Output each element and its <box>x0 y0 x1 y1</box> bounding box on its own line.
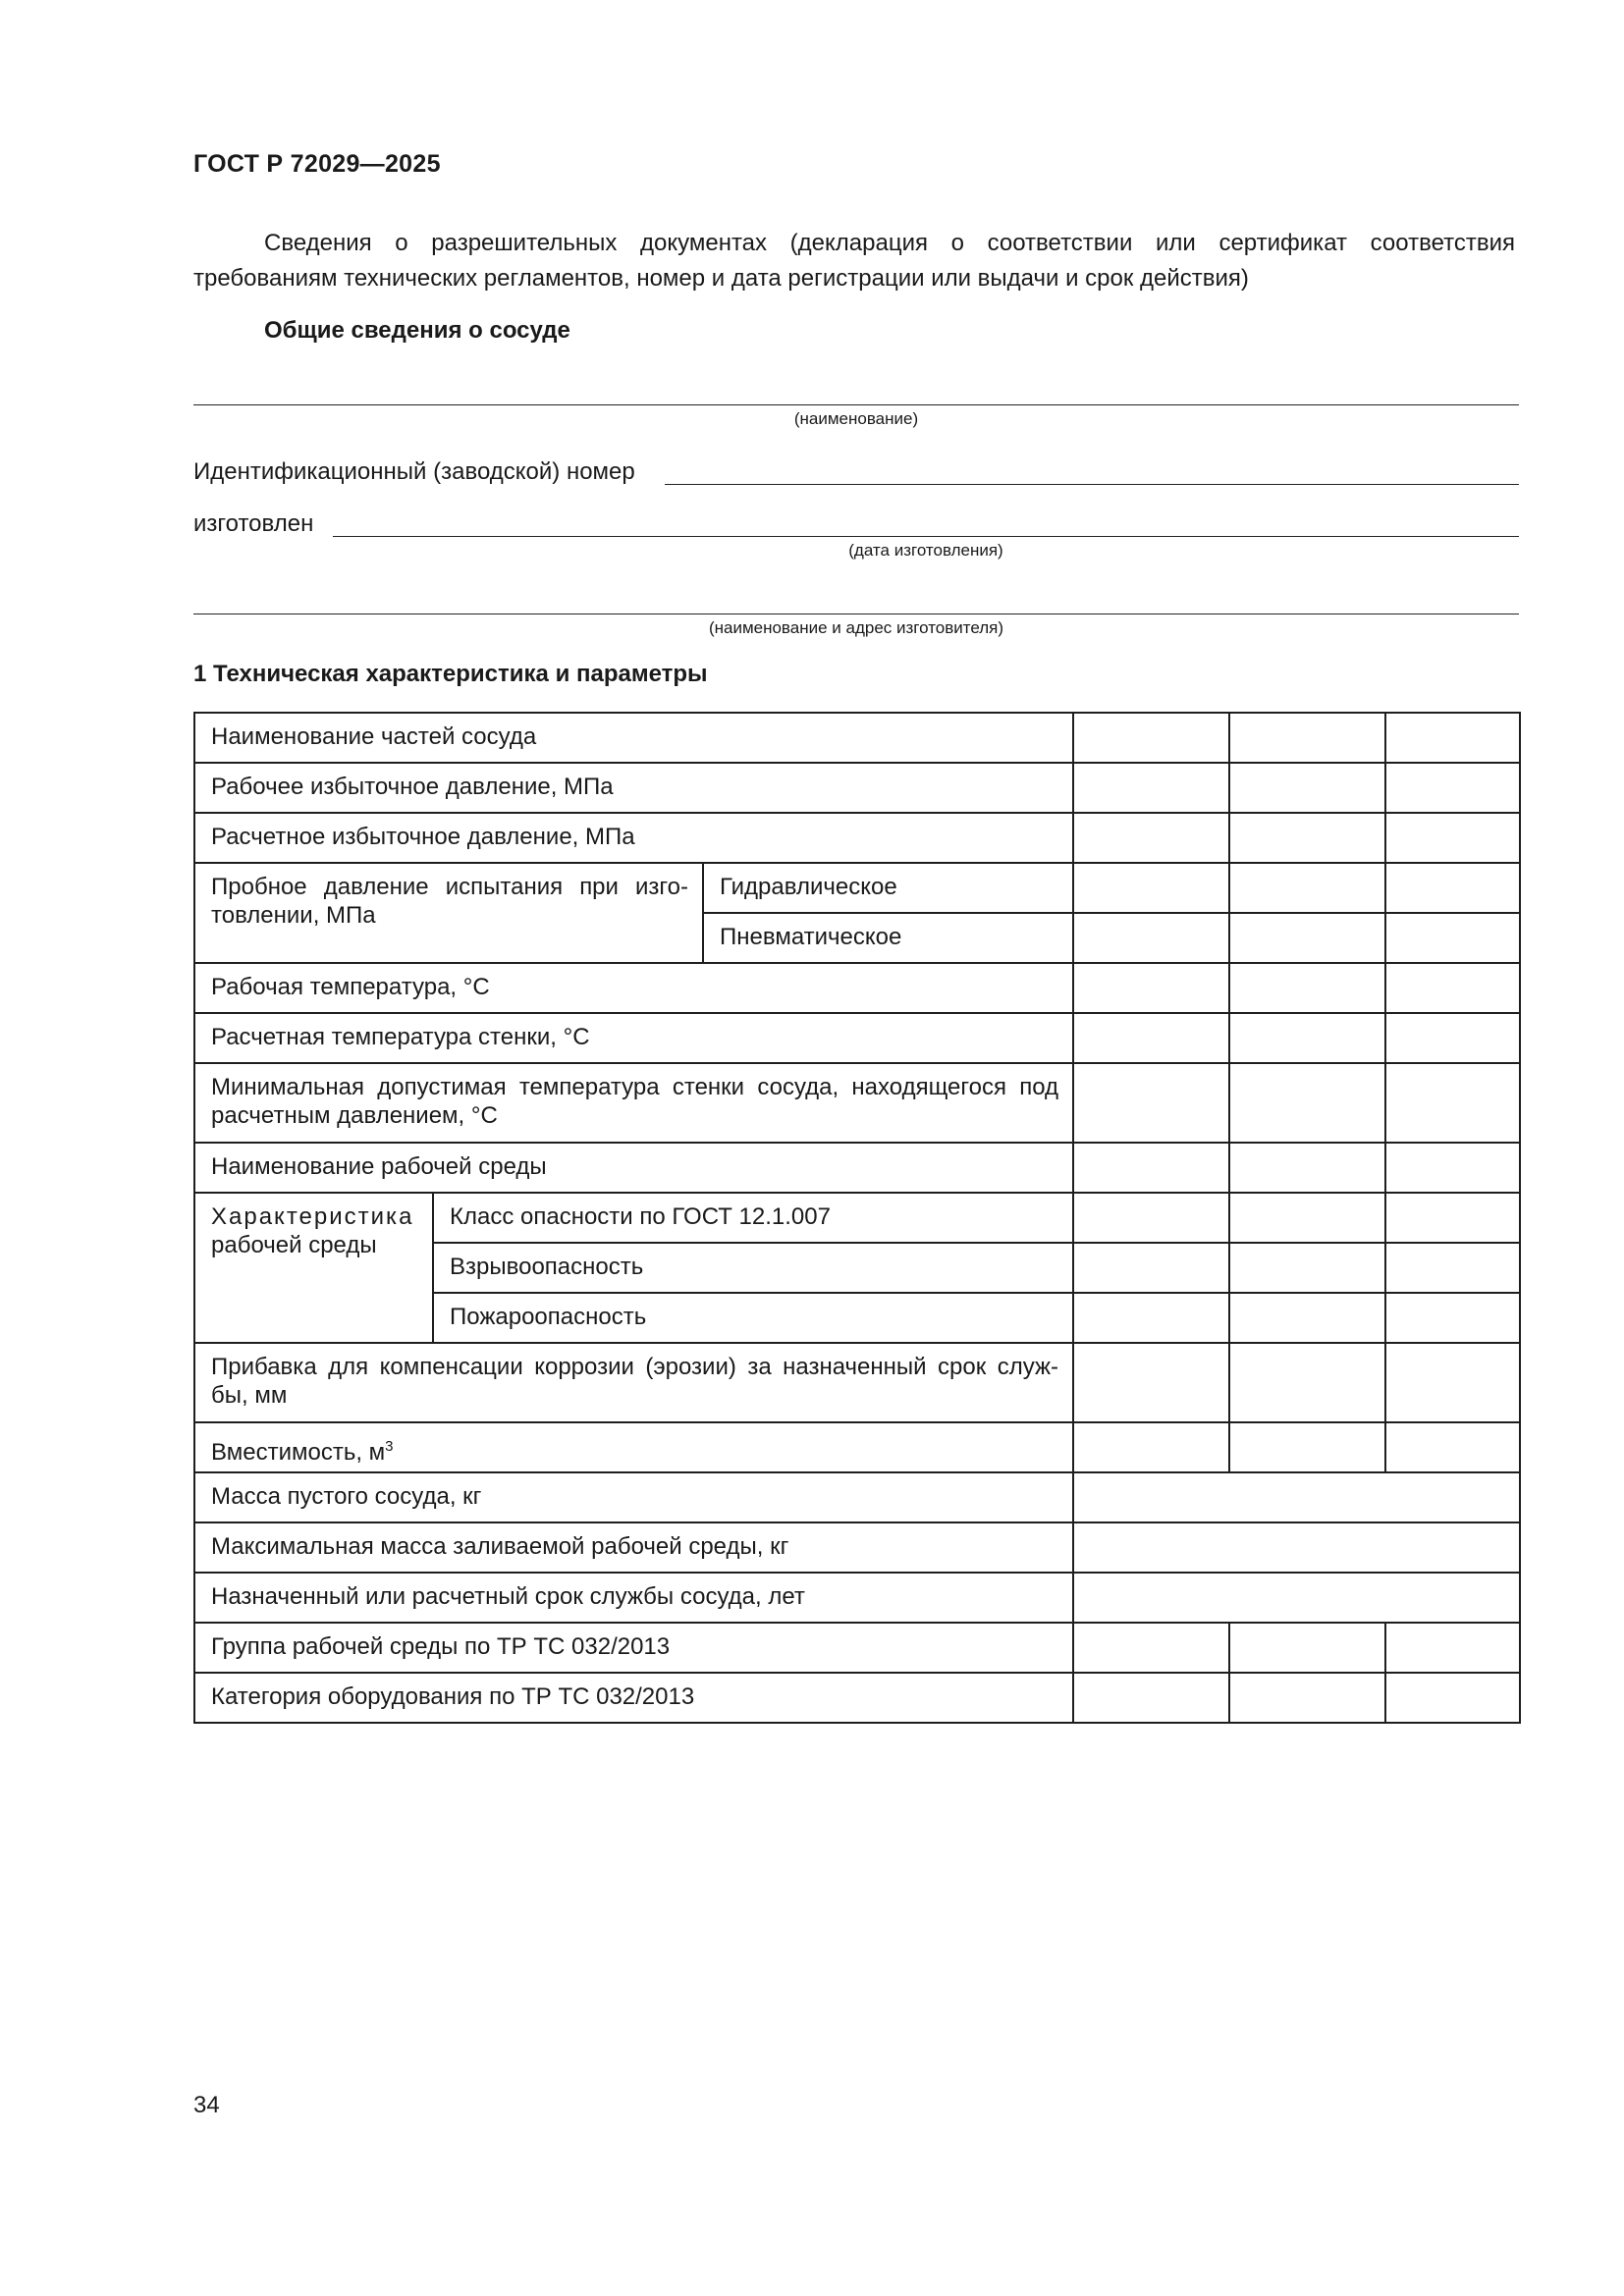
manufacturer-caption: (наименование и адрес изготовителя) <box>708 618 1004 637</box>
value-cell[interactable] <box>1229 1673 1385 1723</box>
parameters-table <box>193 712 1521 1724</box>
row-label-line: расчетным давлением, °С <box>211 1102 498 1129</box>
row-label-test-pressure <box>194 863 703 963</box>
value-cell[interactable] <box>1385 963 1520 1013</box>
row-label-line: Прибавка для компенсации коррозии (эрозии) за назначенный срок служ- <box>211 1354 1059 1380</box>
table-row <box>194 963 1520 1013</box>
row-label-capacity <box>194 1422 1073 1472</box>
value-cell[interactable] <box>1073 1522 1520 1573</box>
general-info-heading: Общие сведения о сосуде <box>264 317 570 344</box>
manufacture-date-line[interactable] <box>333 536 1519 537</box>
value-cell[interactable] <box>1229 1143 1385 1193</box>
value-cell[interactable] <box>1073 813 1229 863</box>
value-cell[interactable] <box>1073 1422 1229 1472</box>
page-number: 34 <box>193 2092 220 2118</box>
id-number-line[interactable] <box>665 484 1519 485</box>
row-label: Рабочее избыточное давление, МПа <box>194 763 1073 813</box>
value-cell[interactable] <box>1229 763 1385 813</box>
value-cell[interactable] <box>1073 1243 1229 1293</box>
name-caption: (наименование) <box>793 409 919 428</box>
value-cell[interactable] <box>1229 1293 1385 1343</box>
date-caption: (дата изготовления) <box>848 541 1003 560</box>
value-cell[interactable] <box>1385 1063 1520 1143</box>
value-cell[interactable] <box>1385 1243 1520 1293</box>
value-cell[interactable] <box>1073 1063 1229 1143</box>
row-label: Масса пустого сосуда, кг <box>194 1472 1073 1522</box>
table-row <box>194 763 1520 813</box>
value-cell[interactable] <box>1385 813 1520 863</box>
value-cell[interactable] <box>1073 863 1229 913</box>
table-row <box>194 1013 1520 1063</box>
value-cell[interactable] <box>1073 1193 1229 1243</box>
value-cell[interactable] <box>1385 1673 1520 1723</box>
value-cell[interactable] <box>1229 1063 1385 1143</box>
value-cell[interactable] <box>1073 1623 1229 1673</box>
manufactured-label: изготовлен <box>193 510 314 537</box>
intro-paragraph: Сведения о разрешительных документах (декларация о соответствии или сертификат соответствия требованиям технических регламентов, номер и дата регистрации или выдачи и срок действия) <box>193 230 1515 292</box>
row-label-line: бы, мм <box>211 1382 288 1409</box>
sub-label: Взрывоопасность <box>433 1243 1073 1293</box>
value-cell[interactable] <box>1229 963 1385 1013</box>
table-row <box>194 813 1520 863</box>
table-row <box>194 1522 1520 1573</box>
value-cell[interactable] <box>1385 1343 1520 1422</box>
value-cell[interactable] <box>1073 1013 1229 1063</box>
table-row <box>194 713 1520 763</box>
row-label: Наименование рабочей среды <box>194 1143 1073 1193</box>
row-label: Рабочая температура, °С <box>194 963 1073 1013</box>
sub-label: Пневматическое <box>703 913 1073 963</box>
row-label-line: товлении, МПа <box>211 902 376 929</box>
value-cell[interactable] <box>1073 1143 1229 1193</box>
value-cell[interactable] <box>1073 1573 1520 1623</box>
value-cell[interactable] <box>1073 1293 1229 1343</box>
row-label: Максимальная масса заливаемой рабочей среды, кг <box>194 1522 1073 1573</box>
row-label-line: Пробное давление испытания при изго- <box>211 874 688 900</box>
table-row <box>194 1143 1520 1193</box>
table-row <box>194 1063 1520 1143</box>
table-row <box>194 1422 1520 1472</box>
table-row <box>194 1573 1520 1623</box>
row-label: Категория оборудования по ТР ТС 032/2013 <box>194 1673 1073 1723</box>
table-row <box>194 1193 1520 1243</box>
row-label: Группа рабочей среды по ТР ТС 032/2013 <box>194 1623 1073 1673</box>
value-cell[interactable] <box>1385 913 1520 963</box>
value-cell[interactable] <box>1229 1422 1385 1472</box>
value-cell[interactable] <box>1073 913 1229 963</box>
row-label-min-temp <box>194 1063 1073 1143</box>
capacity-superscript: 3 <box>385 1438 394 1455</box>
value-cell[interactable] <box>1073 1673 1229 1723</box>
value-cell[interactable] <box>1385 1293 1520 1343</box>
row-label-corrosion <box>194 1343 1073 1422</box>
table-row <box>194 1343 1520 1422</box>
table-row <box>194 1673 1520 1723</box>
sub-label: Пожароопасность <box>433 1293 1073 1343</box>
value-cell[interactable] <box>1073 963 1229 1013</box>
row-label: Расчетная температура стенки, °С <box>194 1013 1073 1063</box>
value-cell[interactable] <box>1229 1193 1385 1243</box>
value-cell[interactable] <box>1385 863 1520 913</box>
value-cell[interactable] <box>1229 813 1385 863</box>
value-cell[interactable] <box>1073 1343 1229 1422</box>
id-number-label: Идентификационный (заводской) номер <box>193 458 635 485</box>
value-cell[interactable] <box>1385 1623 1520 1673</box>
value-cell[interactable] <box>1073 713 1229 763</box>
value-cell[interactable] <box>1385 763 1520 813</box>
row-label: Назначенный или расчетный срок службы сосуда, лет <box>194 1573 1073 1623</box>
table-row <box>194 863 1520 913</box>
document-code: ГОСТ Р 72029—2025 <box>193 150 441 178</box>
value-cell[interactable] <box>1385 713 1520 763</box>
value-cell[interactable] <box>1229 1243 1385 1293</box>
row-label-line: Минимальная допустимая температура стенки сосуда, находящегося под <box>211 1074 1059 1100</box>
value-cell[interactable] <box>1229 1013 1385 1063</box>
section-title: 1 Техническая характеристика и параметры <box>193 661 708 687</box>
value-cell[interactable] <box>1229 1623 1385 1673</box>
value-cell[interactable] <box>1229 913 1385 963</box>
row-label: Наименование частей сосуда <box>194 713 1073 763</box>
row-label-line: рабочей среды <box>211 1232 377 1258</box>
sub-label: Гидравлическое <box>703 863 1073 913</box>
name-line[interactable] <box>193 404 1519 405</box>
capacity-label: Вместимость, м <box>211 1439 386 1466</box>
value-cell[interactable] <box>1385 1143 1520 1193</box>
value-cell[interactable] <box>1229 863 1385 913</box>
value-cell[interactable] <box>1385 1193 1520 1243</box>
value-cell[interactable] <box>1073 763 1229 813</box>
row-label: Расчетное избыточное давление, МПа <box>194 813 1073 863</box>
value-cell[interactable] <box>1229 713 1385 763</box>
value-cell[interactable] <box>1385 1013 1520 1063</box>
row-label-line: Характеристика <box>211 1203 414 1230</box>
row-label-medium-char <box>194 1193 433 1343</box>
value-cell[interactable] <box>1385 1422 1520 1472</box>
table-row <box>194 1623 1520 1673</box>
value-cell[interactable] <box>1073 1472 1520 1522</box>
table-row <box>194 1472 1520 1522</box>
value-cell[interactable] <box>1229 1343 1385 1422</box>
sub-label: Класс опасности по ГОСТ 12.1.007 <box>433 1193 1073 1243</box>
